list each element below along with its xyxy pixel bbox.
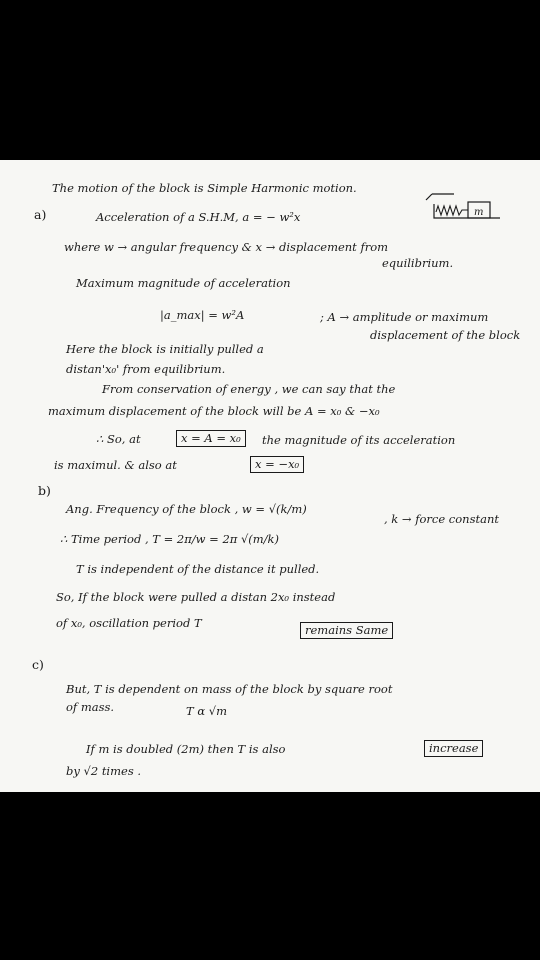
boxed-remains-same: remains Same bbox=[300, 622, 393, 639]
line-ang-frequency: Ang. Frequency of the block , w = √(k/m) bbox=[66, 502, 307, 516]
boxed-increase: increase bbox=[424, 740, 483, 757]
line-equilibrium: equilibrium. bbox=[382, 256, 454, 270]
spring-block-icon bbox=[424, 182, 508, 222]
line-displacement: displacement of the block bbox=[370, 328, 521, 342]
line-magnitude: the magnitude of its acceleration bbox=[262, 433, 456, 447]
line-force-constant: , k → force constant bbox=[384, 512, 499, 526]
line-dependent: But, T is dependent on mass of the block by square root bbox=[66, 682, 393, 696]
part-b-label: b) bbox=[38, 483, 51, 498]
line-amplitude: ; A → amplitude or maximum bbox=[320, 310, 489, 324]
line-of-mass: of mass. bbox=[66, 700, 115, 714]
line-intro: The motion of the block is Simple Harmonic motion. bbox=[52, 181, 357, 195]
line-if-pulled: So, If the block were pulled a distan 2x₀ instead bbox=[56, 590, 336, 604]
svg-text:m: m bbox=[474, 207, 484, 218]
part-c-label: c) bbox=[32, 657, 44, 672]
line-oscillation: of x₀, oscillation period T bbox=[56, 616, 202, 630]
boxed-x-neg: x = −x₀ bbox=[250, 456, 304, 473]
line-conservation: From conservation of energy , we can say that the bbox=[102, 382, 396, 396]
line-max-displacement: maximum displacement of the block will be A = x₀ & −x₀ bbox=[48, 404, 380, 418]
line-doubled: If m is doubled (2m) then T is also bbox=[86, 742, 286, 756]
line-so-at: ∴ So, at bbox=[96, 432, 141, 446]
line-sqrt2: by √2 times . bbox=[66, 764, 142, 778]
line-where: where w → angular frequency & x → displacement from bbox=[64, 240, 389, 254]
line-maximul: is maximul. & also at bbox=[54, 458, 177, 472]
part-a-label: a) bbox=[34, 207, 47, 222]
line-max-magnitude: Maximum magnitude of acceleration bbox=[76, 276, 291, 290]
line-proportional: T α √m bbox=[186, 704, 227, 718]
line-distance: distan'x₀' from equilibrium. bbox=[66, 362, 226, 376]
line-amax: |a_max| = w²A bbox=[160, 308, 245, 322]
line-independent: T is independent of the distance it pulled. bbox=[76, 562, 320, 576]
line-acceleration: Acceleration of a S.H.M, a = − w²x bbox=[96, 210, 301, 224]
boxed-x-equals-a: x = A = x₀ bbox=[176, 430, 246, 447]
line-here: Here the block is initially pulled a bbox=[66, 342, 264, 356]
line-time-period: ∴ Time period , T = 2π/w = 2π √(m/k) bbox=[60, 532, 280, 546]
handwritten-page bbox=[0, 160, 540, 792]
